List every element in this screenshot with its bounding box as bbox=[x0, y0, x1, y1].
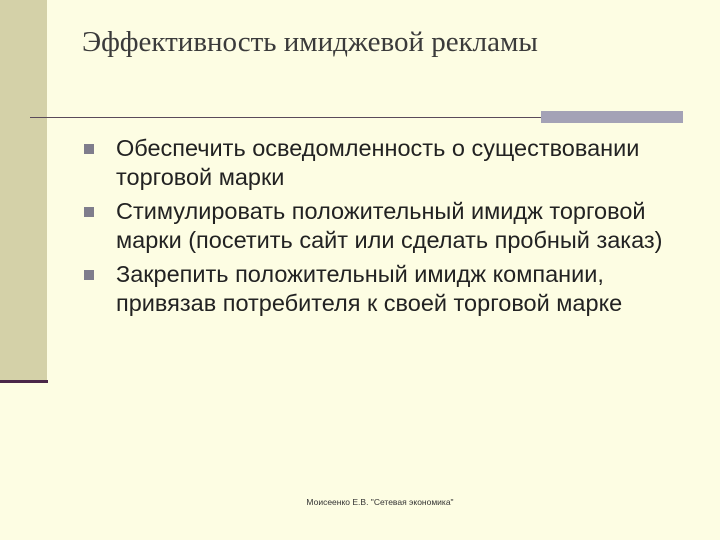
slide-title: Эффективность имиджевой рекламы bbox=[82, 26, 538, 58]
bullet-item bbox=[84, 134, 694, 192]
bullet-text: Стимулировать положительный имидж торговой марки (посетить сайт или сделать пробный заказ) bbox=[116, 198, 663, 253]
left-band-rule bbox=[0, 380, 48, 383]
bullet-text: Закрепить положительный имидж компании, привязав потребителя к своей торговой марке bbox=[116, 261, 623, 316]
square-bullet-icon bbox=[84, 270, 94, 280]
slide-footer: Моисеенко Е.В. "Сетевая экономика" bbox=[306, 497, 454, 507]
square-bullet-icon bbox=[84, 207, 94, 217]
bullet-item bbox=[84, 197, 694, 255]
left-decorative-band bbox=[0, 0, 47, 382]
title-accent-block bbox=[541, 111, 683, 123]
bullet-text: Обеспечить осведомленность о существовании торговой марки bbox=[116, 135, 640, 190]
bullet-item bbox=[84, 260, 694, 318]
square-bullet-icon bbox=[84, 144, 94, 154]
bullet-list bbox=[84, 134, 694, 323]
